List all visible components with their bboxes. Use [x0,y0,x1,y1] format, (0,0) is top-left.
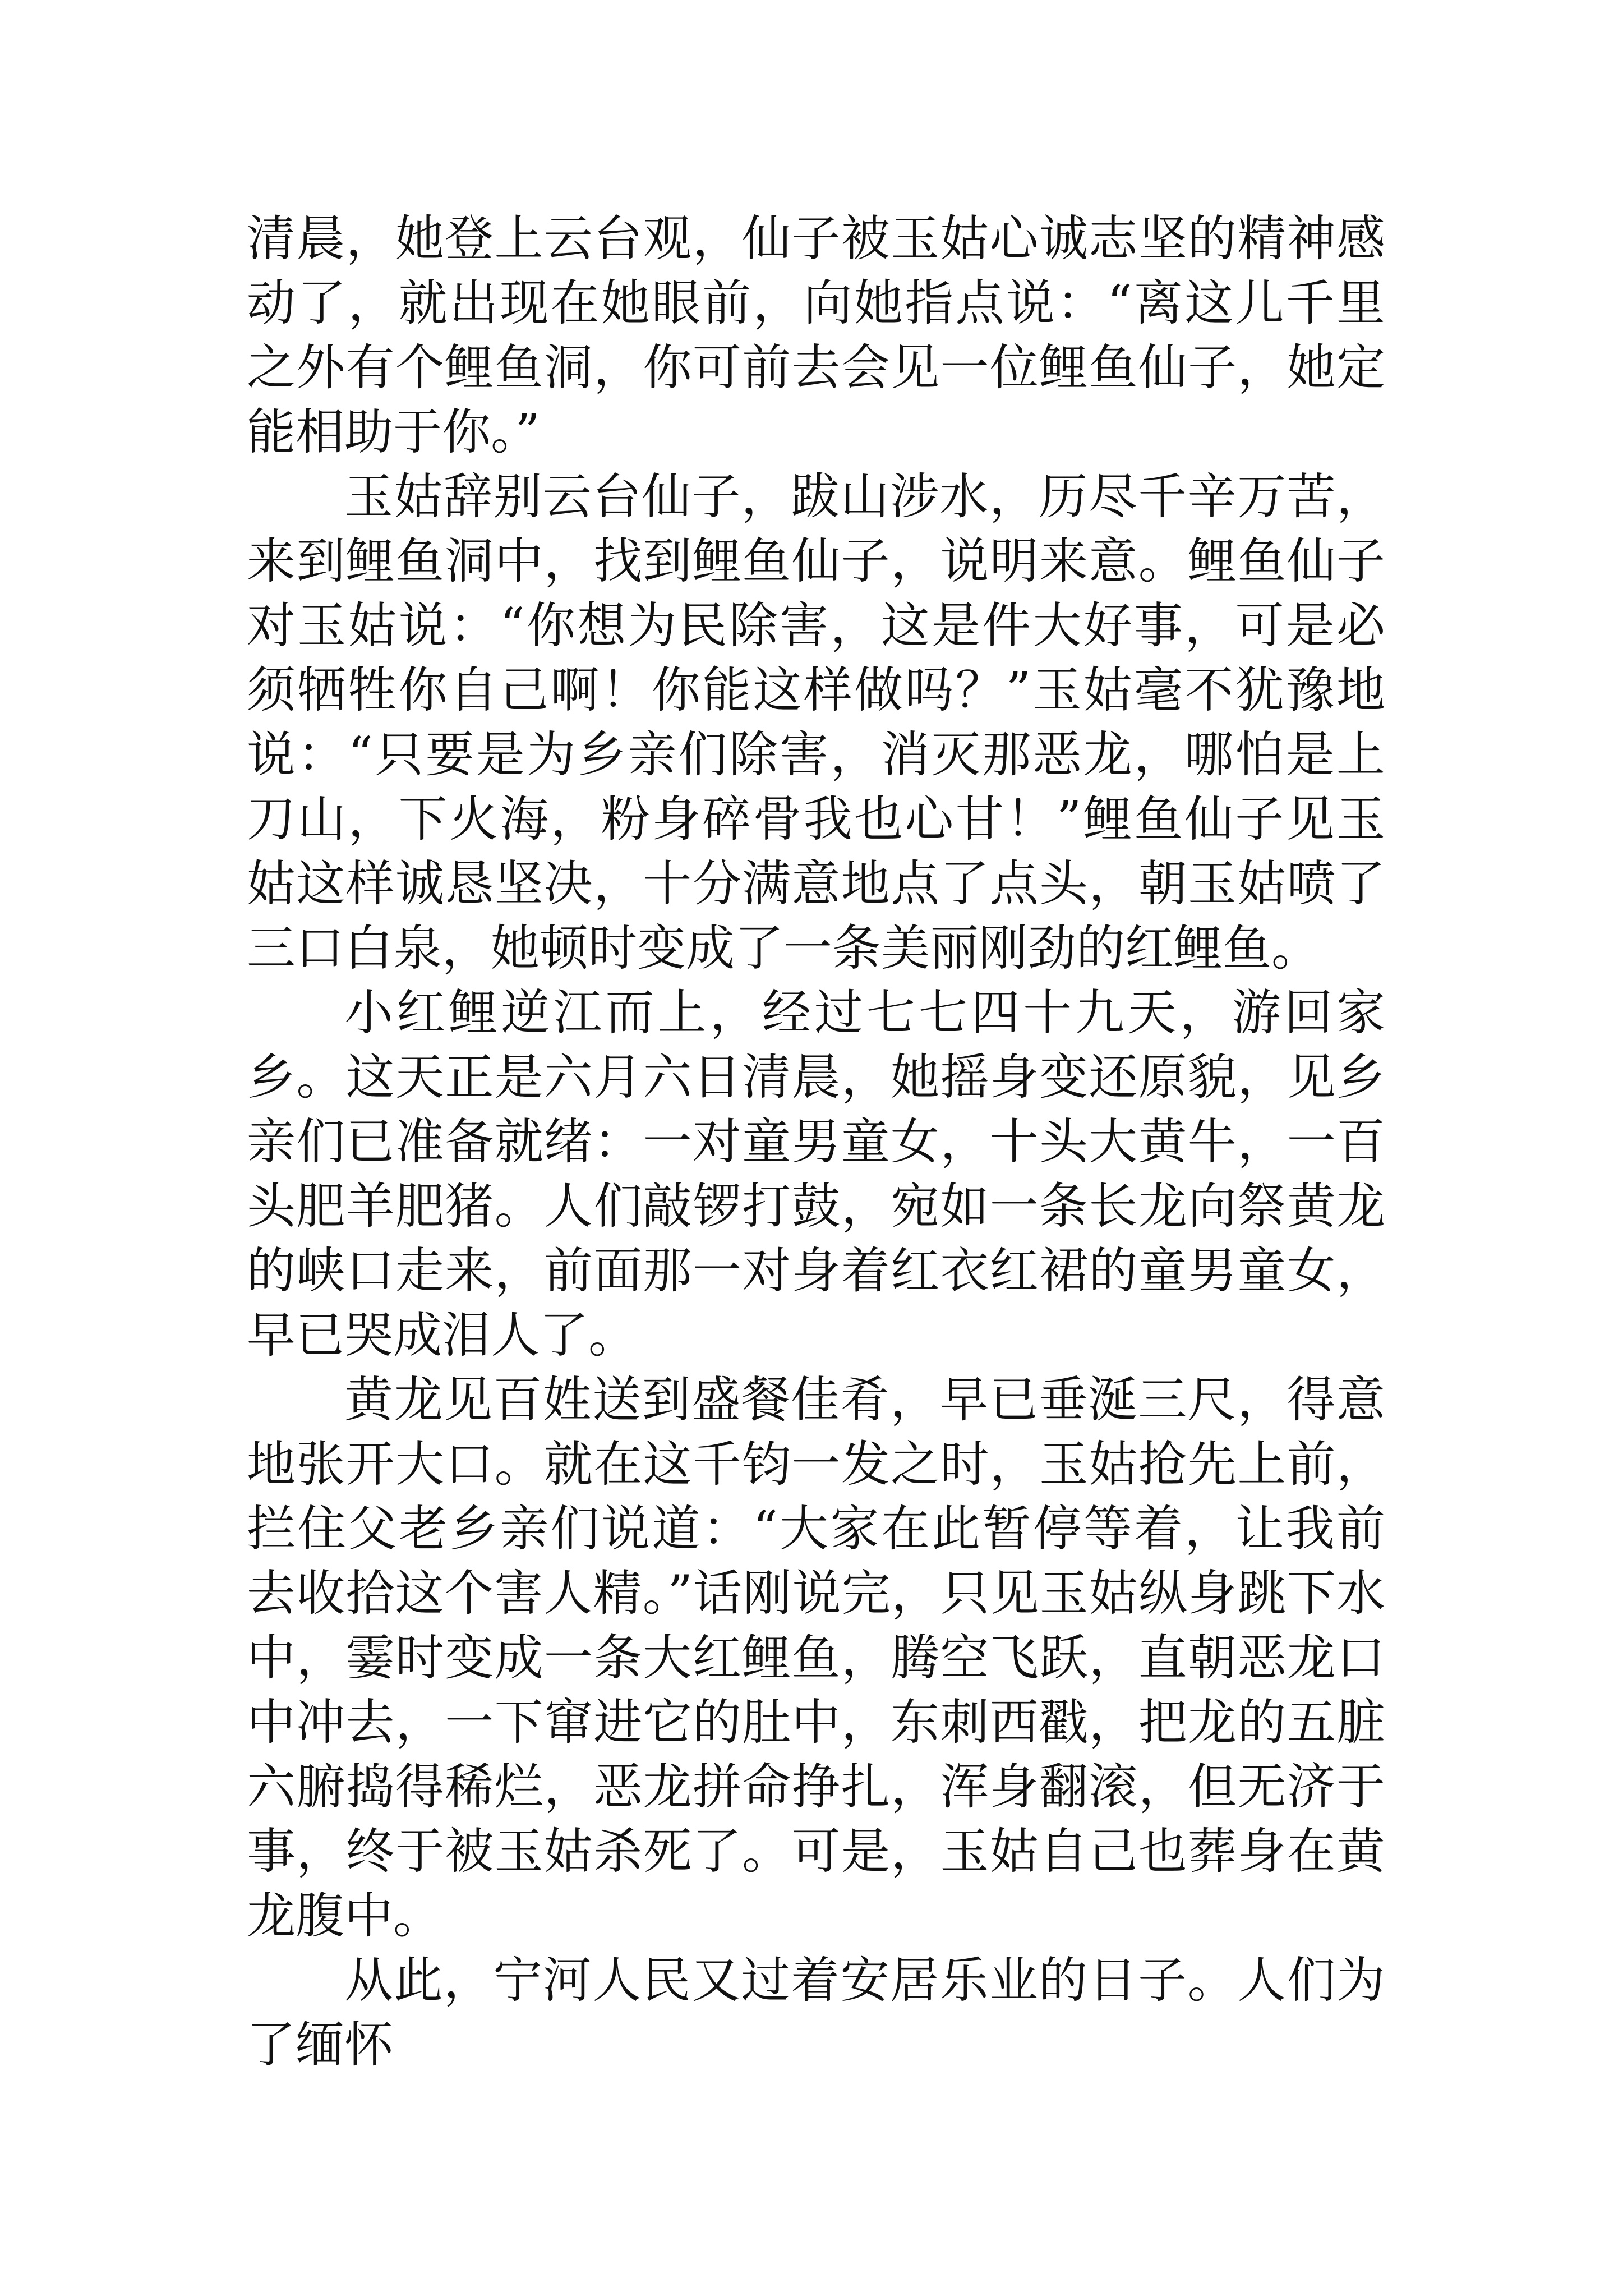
document-body [247,206,1385,2077]
paragraph-3: 小红鲤逆江而上，经过七七四十九天，游回家乡。这天正是六月六日清晨，她摇身变还原貌，见乡亲们已准备就绪：一对童男童女，十头大黄牛，一百头肥羊肥猪。人们敲锣打鼓，宛如一条长龙向祭黄龙的峡口走来，前面那一对身着红衣红裙的童男童女，早已哭成泪人了。 [247,984,1385,1364]
paragraph-5: 从此，宁河人民又过着安居乐业的日子。人们为了缅怀 [247,1952,1385,2073]
paragraph-2: 玉姑辞别云台仙子，跋山涉水，历尽千辛万苦，来到鲤鱼洞中，找到鲤鱼仙子，说明来意。鲤鱼仙子对玉姑说：“你想为民除害，这是件大好事，可是必须牺牲你自己啊！你能这样做吗？”玉姑毫不犹豫地说：“只要是为乡亲们除害，消灭那恶龙，哪怕是上刀山，下火海，粉身碎骨我也心甘！”鲤鱼仙子见玉姑这样诚恳坚决，十分满意地点了点头，朝玉姑喷了三口白泉，她顿时变成了一条美丽刚劲的红鲤鱼。 [247,468,1385,977]
paragraph-1: 清晨，她登上云台观，仙子被玉姑心诚志坚的精神感动了，就出现在她眼前，向她指点说：“离这儿千里之外有个鲤鱼洞，你可前去会见一位鲤鱼仙子，她定能相助于你。” [247,210,1385,461]
paragraph-4: 黄龙见百姓送到盛餐佳肴，早已垂涎三尺，得意地张开大口。就在这千钧一发之时，玉姑抢先上前，拦住父老乡亲们说道：“大家在此暂停等着，让我前去收拾这个害人精。”话刚说完，只见玉姑纵身跳下水中，霎时变成一条大红鲤鱼，腾空飞跃，直朝恶龙口中冲去，一下窜进它的肚中，东刺西戳，把龙的五脏六腑捣得稀烂，恶龙拼命挣扎，浑身翻滚，但无济于事，终于被玉姑杀死了。可是，玉姑自己也葬身在黄龙腹中。 [247,1371,1385,1944]
